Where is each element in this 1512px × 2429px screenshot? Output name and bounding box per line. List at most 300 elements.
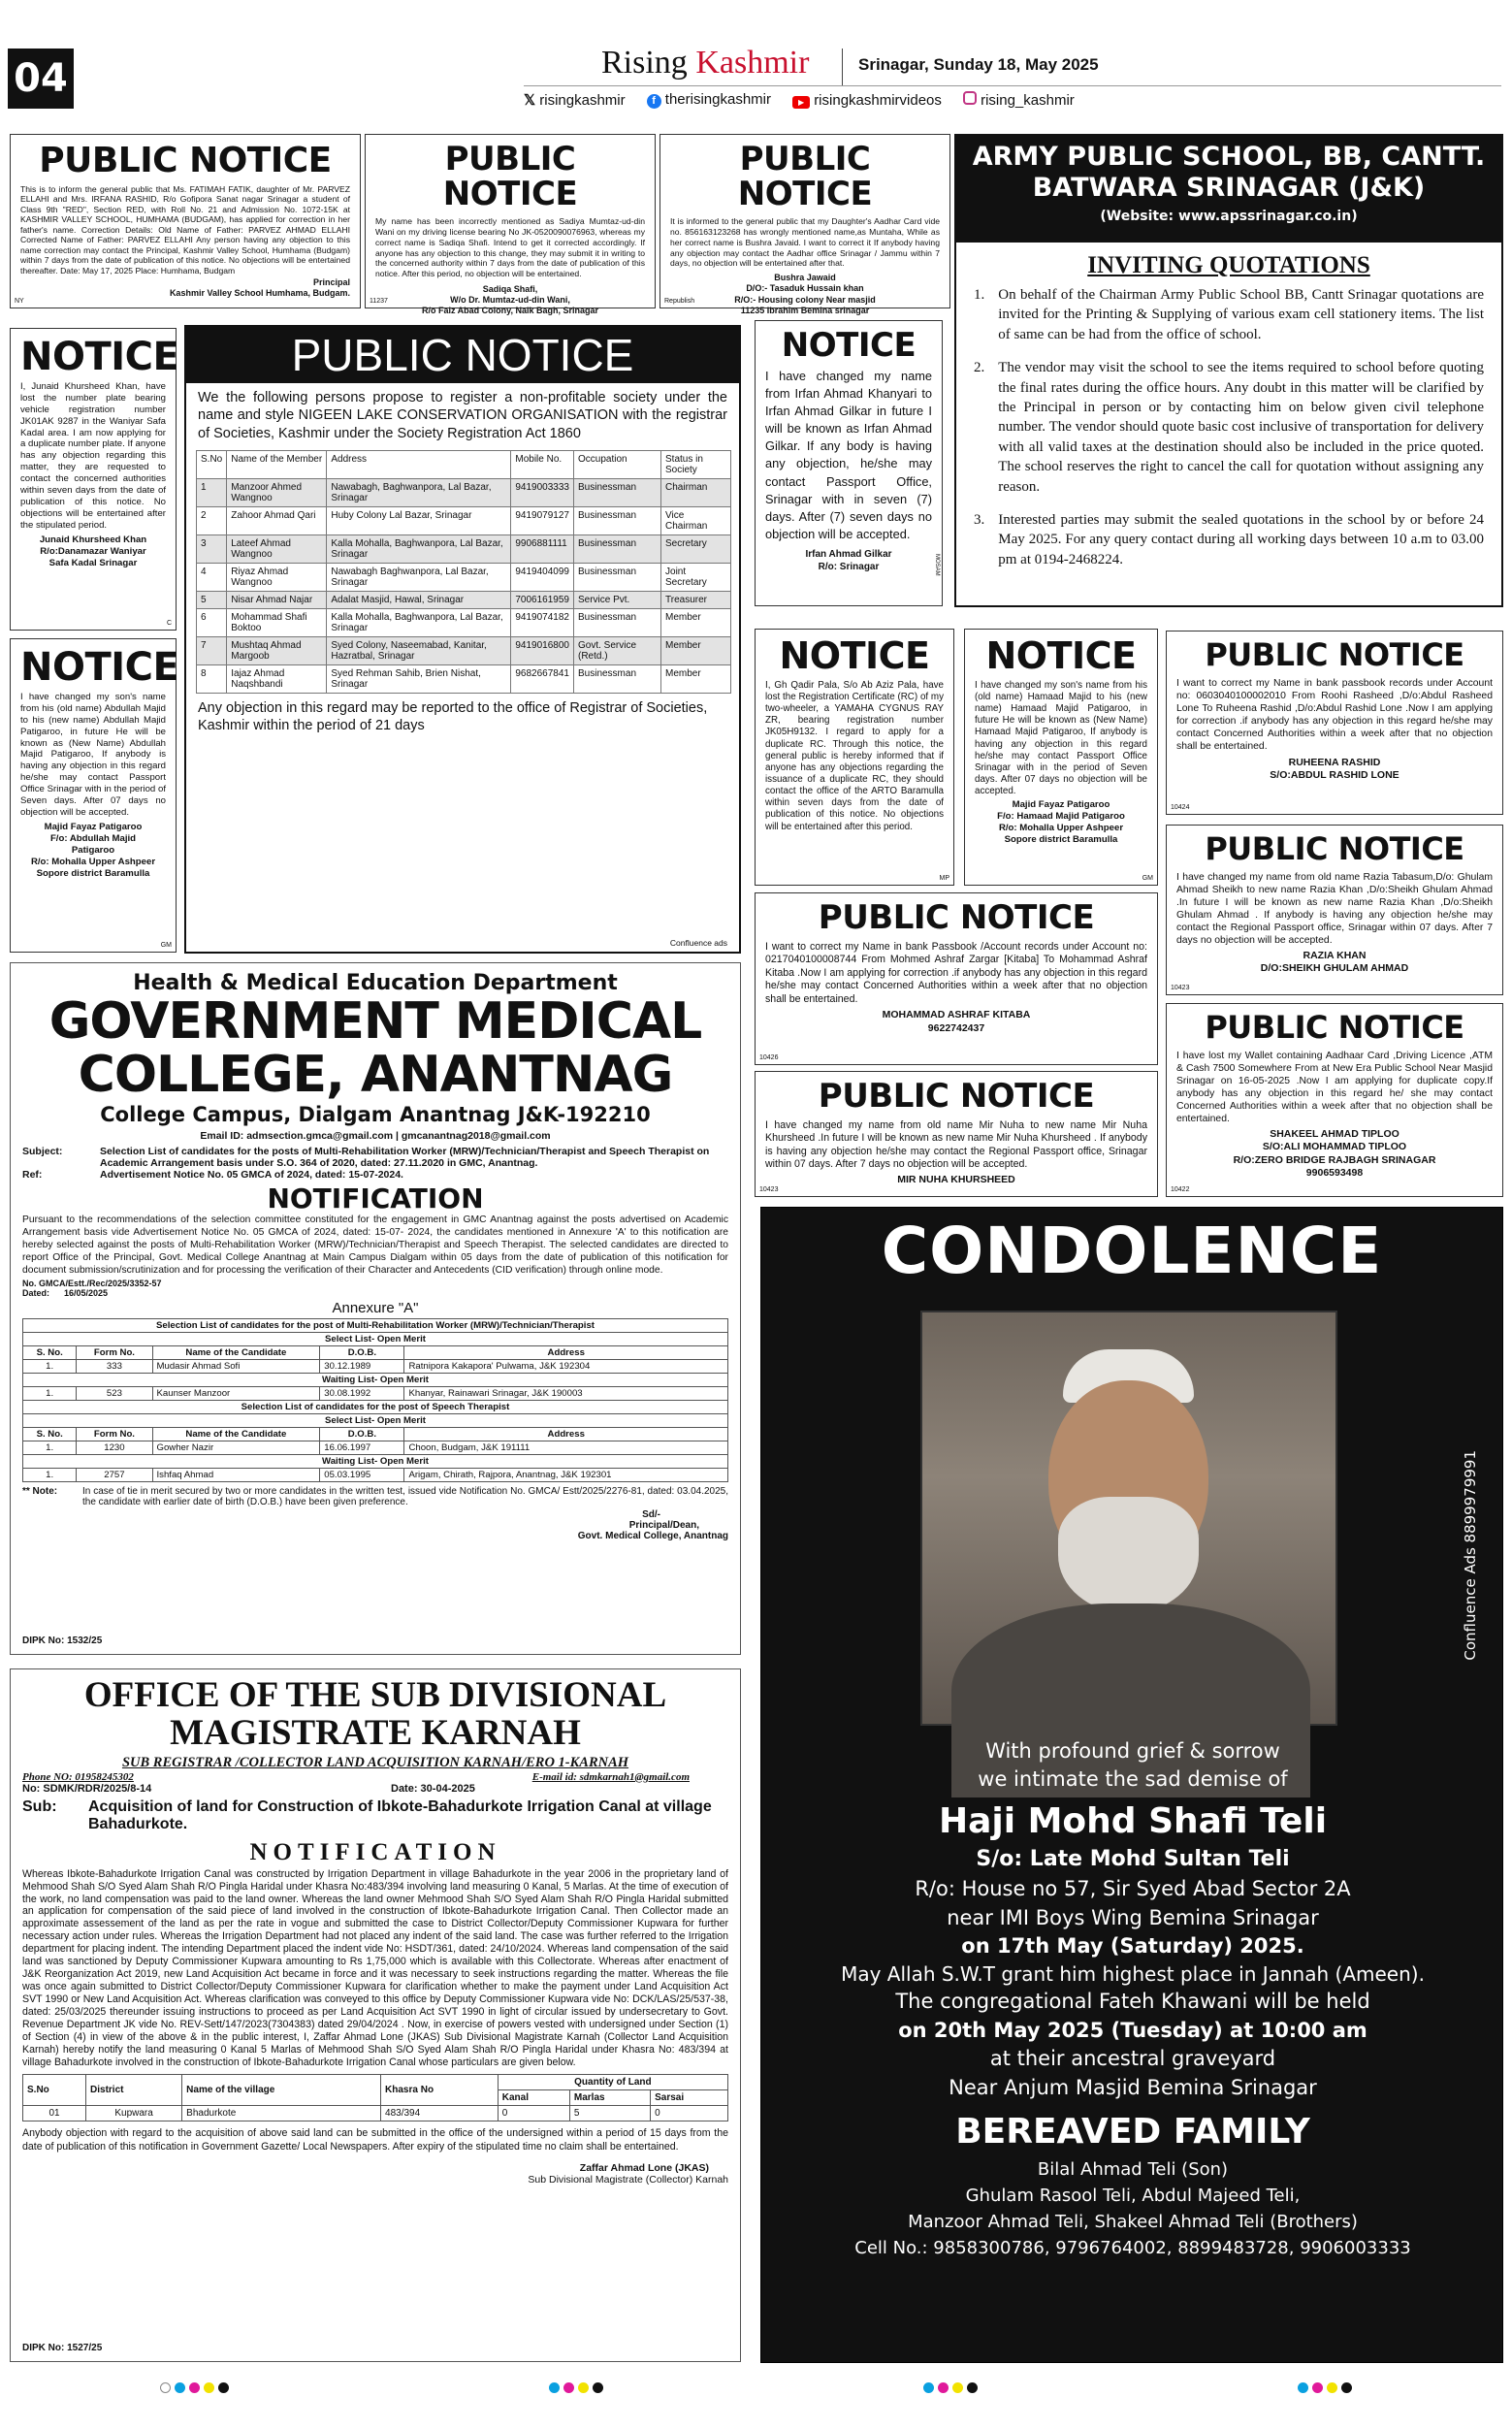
ad-ref: MP	[939, 875, 949, 882]
signature-name: MIR NUHA KHURSHEED	[897, 1173, 1015, 1185]
signature-relation: W/o Dr. Mumtaz-ud-din Wani,	[450, 295, 570, 306]
signature-name: Junaid Khursheed Khan	[39, 534, 147, 545]
aps-body: 1. On behalf of the Chairman Army Public School BB, Cantt Srinagar quotations are invited for the Printing & Supplying of various exam cell stationery items. The list of same can be had from the office of school. 2. The vendor may visit the school to see the items required to school before quoting the final rates during the office hours. Any doubt in this matter will be clarified by the Principal in person or by contacting him on below given civil telephone number. The vendor should quote basic cost inclusive of transportation for delivery with all valid taxes at the destination should also be included in the price quoted. The school reserves the right to cancel the call for quotation without assigning any reason. 3. Interested parties may submit the sealed quotations in the school by or before 24 May 2025. For any query contact during all working days between 10 a.m to 03.00 pm at 0194-2468224.	[956, 279, 1501, 575]
signature-relation: F/o: Hamaad Majid Patigaroo	[997, 811, 1125, 823]
table-cell: Syed Colony, Naseemabad, Kanitar, Hazratbal, Srinagar	[327, 636, 511, 664]
public-notice-razia	[1166, 825, 1503, 995]
table-cell: Nawabagh, Baghwanpora, Lal Bazar, Srinagar	[327, 478, 511, 506]
notice-title: PUBLIC NOTICE	[39, 141, 332, 180]
x-link[interactable]: 𝕏 risingkashmir	[524, 92, 626, 109]
aps-header	[956, 136, 1501, 243]
table-row	[197, 563, 731, 591]
karnah-date: Date: 30-04-2025	[391, 1782, 475, 1795]
table-cell: Businessman	[573, 478, 660, 506]
column-header: Mobile No.	[511, 450, 574, 478]
ref-label: Ref:	[22, 1169, 43, 1182]
notice-body: I have changed my name from Irfan Ahmad Khanyari to Irfan Ahmad Gilkar in future I will be known as Irfan Ahmad Gilkar. If any body is having any objection, he/she may contact Passport Office, Srinagar with in seven (7) days. After (7) seven days no objection will be accepted.	[765, 368, 932, 542]
notice-body: It is informed to the general public that my Daughter's Aadhar Card vide no. 856163123268 has wrongly mentioned name,as Muntaha, While as her correct name is Bushra Javaid. I want to correct it If anybody having any objection may contact the Aadhar office Srinagar / Jammu within 7 days, no objection will be entertained after that.	[670, 216, 940, 269]
condolence-vertical-text: Confluence Ads 8899979991	[1462, 1450, 1479, 1661]
table-cell: 1.	[23, 1360, 77, 1374]
notice-body: My name has been incorrectly mentioned as Sadiya Mumtaz-ud-din Wani on my driving license bearing No JK-0520090076963, whereas my correct name is Sadiqa Shafi. Intend to get it corrected accordingly. If anyone has any objection to this change, they may submit it in writing to the concerned authority within 7 days from the date of publication of this notice. After this period, no objection will be entertained.	[375, 216, 645, 279]
table-cell: 1.	[23, 1387, 77, 1401]
gmc-dipk: DIPK No: 1532/25	[22, 1636, 103, 1646]
condolence-ad	[760, 1207, 1503, 2363]
karnah-body: Whereas Ibkote-Bahadurkote Irrigation Canal was constructed by Irrigation Department in village Bahadurkote in the year 2006 in the proprietary land of Mehmood Shah S/O Syed Alam Shah R/O Pingla Haridal under Khasra No:483/394 involving land measuring 0 Kanal, 5 Marlas. At the time of execution of the work, no land compensation was paid to the land owner. Whereas the land owner Mehmood Shah S/O Syed Alam Shah R/O Pingla Haridal submitted an application for compensation of the said piece of land involved in the construction of Ibkote-Bahadurkote Irrigation Canal. Then Collector made an approximate assessement of the land as per the rate in vogue and submitted the case to District Collector/Deputy Commissioner Kupwara for further necessary action under rules. Whereas the Irrigation Department had not placed any indent of the said land. The case was further referred to the Irrigation department for placing indent. The intending Department placed the indent vide No: HSDT/361, dated: 24/10/2024. Whereas land compensation of the said land was sanctioned by Deputy Commissioner Kupwara amounting to Rs 1,75,000 which is available with this Collectorate. Whereas after enactment of J&K Reorganization Act 2019, new Land Acquisition Act became in force and it was necessary to seek instructions regarding the matter. Whereas the file was once again submitted to District Collector/Deputy Commissioner Kupwara for clarification whether to make the payment under Land Acquisition Act SVT 1990 or New Land Acquisition Act. Whereas clarification was conveyed to this office by Deputy Commissioner Kupwara vide No: DCK/LAS/25/537-38, dated: 25/03/2025 thereunder issuing instructions to proceed as per Land Acquisition Act SVT 1990 in light of circular issued by undersecretary to Govt. Revenue Department JK vide No. REV-Sett/147/2023(7304383) dated 29/04/2024 . Now, in exercise of powers vested with undersigned under Section (1) of Section (4) in view of the above & in the public interest, I, Zaffar Ahmad Lone (JKAS) Sub Divisional Magistrate Karnah (Collector Land Acquisition Karnah) hereby notify the land measuring 0 Kanal 5 Marlas of Mehmood Shah S/O Syed Alam Shah R/O Pingla Haridal under Khasra No: 483/394 at village Bahadurkote involved in the construction of Ibkote-Bahadurkote Irrigation Canal whose particulars are given below.	[22, 1867, 728, 2068]
aps-title-1: ARMY PUBLIC SCHOOL, BB, CANTT.	[972, 142, 1486, 172]
signature-name: RUHEENA RASHID	[1288, 757, 1381, 769]
page-number-box	[8, 49, 74, 109]
ad-ref: NY	[15, 298, 24, 305]
signature-address: R/o: Mohalla Upper Ashpeer	[30, 856, 156, 867]
table-cell: 7	[197, 636, 227, 664]
gmc-date: Dated: 16/05/2025	[22, 1288, 109, 1299]
table-cell: Treasurer	[661, 591, 731, 608]
gmc-dept: Health & Medical Education Department	[133, 971, 618, 995]
table-row	[23, 1360, 728, 1374]
facebook-icon: f	[647, 94, 661, 109]
society-title: PUBLIC NOTICE	[291, 330, 634, 380]
table-section-row: Waiting List- Open Merit	[23, 1455, 728, 1469]
table-row	[197, 506, 731, 534]
column-header: S.No	[197, 450, 227, 478]
army-public-school-ad	[954, 134, 1503, 607]
family-line: Ghulam Rasool Teli, Abdul Majeed Teli,	[965, 2186, 1301, 2207]
table-cell: Arigam, Chirath, Rajpora, Anantnag, J&K 192301	[404, 1469, 728, 1482]
notice-body: I, Junaid Khursheed Khan, have lost the number plate bearing vehicle registration number JK01AK 9287 in the Waniyar Safa Kadal area. I am now applying for a duplicate number plate. If anyone has any objection regarding this matter, they are requested to contact the concerned authorities within seven days from the date of publication of this notice. No objections will be entertained after the stipulated period.	[20, 381, 166, 531]
notice-body: This is to inform the general public that Ms. FATIMAH FATIK, daughter of Mr. PARVEZ ELLAHI and Mrs. IRFANA RASHID, R/o Gofipora Sanat nagar Srinagar a student of Class 9th "RED", Section RED, with Roll No. 21 and Admission No. 1072-15K at KASHMIR VALLEY SCHOOL, HUMHAMA (BUDGAM), has applied for correction in her father's name. Correction Details: Old Name of Father: PARVEZ AHMAD ELLAHI Corrected Name of Father: PARVEZ ELLAHI Any person having any objection to this name correction may contact the Principal, Kashmir Valley School, Humhama (Budgam) within 7 days from the date of publication of this notice. No objections will be entertained thereafter. Date: May 17, 2025 Place: Humhama, Budgam	[20, 183, 350, 275]
column-header: S. No.	[23, 1428, 77, 1441]
selection-list-table	[22, 1318, 728, 1482]
notice-title: NOTICE	[985, 634, 1137, 677]
public-notice-aadhar	[659, 134, 950, 315]
brand-rising: Rising	[601, 45, 688, 81]
notice-body: I, Gh Qadir Pala, S/o Ab Aziz Pala, have lost the Registration Certificate (RC) of my two-wheeler, a YAMAHA CYGNUS RAY ZR, bearing registration number JK05H9132. I regard to apply for a duplicate RC. Through this notice, the general public is hereby informed that if anyone has any objections regarding the issuance of a duplicate RC, they should contact the office of the ARTO Baramulla within seven days from the date of publication of this notice. No objections will be entertained after this period.	[765, 679, 944, 832]
registration-mark-left	[158, 2380, 231, 2398]
ad-ref: 10426	[759, 1054, 779, 1061]
table-cell: Bhadurkote	[182, 2106, 381, 2121]
notice-body: I have changed my name from old name Mir Nuha to new name Mir Nuha Khursheed .In future I will be known as new name Mir Nuha Khursheed . If anybody is having any objection he/she may contact the Regional Passport office, Srinagar within 07 days. After 7 days no objection will be accepted.	[765, 1118, 1147, 1171]
table-cell: Kaunser Manzoor	[152, 1387, 320, 1401]
note-label: ** Note:	[22, 1486, 58, 1498]
condolence-line: at their ancestral graveyard	[989, 2047, 1276, 2071]
table-cell: Ishfaq Ahmad	[152, 1469, 320, 1482]
gmc-body: Pursuant to the recommendations of the selection committee constituted for the engagement in GMC Anantnag against the posts advertised on Academic Arrangement basis vide Advertisement Notice No. 05 GMCA of 2024, dated: 15-07- 2024, the candidates mentioned in Annexure 'A' to this notification are hereby selected against the posts of Multi-Rehabilitation Worker (MRW)/Technician/Therapist and Speech Therapist. The selected candidates are directed to report Office of the Principal, Govt. Medical College Anantnag at Main Campus Dialgam within 05 days from the date of publication of this notification for document submission/scrutinization and for processing the verification of their Character and Antecedents (CID verification) through online mode.	[22, 1214, 728, 1276]
condolence-line: With profound grief & sorrow	[985, 1739, 1280, 1763]
signature-name: Majid Fayaz Patigaroo	[1012, 799, 1110, 811]
ad-ref: 11237	[370, 298, 388, 305]
table-cell: 9682667841	[511, 664, 574, 693]
signature-name: SHAKEEL AHMAD TIPLOO	[1270, 1128, 1399, 1141]
ad-ref: 10422	[1171, 1186, 1190, 1193]
family-contacts: Cell No.: 9858300786, 9796764002, 8899483728, 9906003333	[854, 2238, 1411, 2259]
table-cell: 2	[197, 506, 227, 534]
table-cell: Gowher Nazir	[152, 1441, 320, 1455]
column-header: Form No.	[77, 1346, 152, 1360]
ad-ref: 10423	[759, 1186, 779, 1193]
table-cell: Ratnipora Kakapora' Pulwama, J&K 192304	[404, 1360, 728, 1374]
column-header: Name of the Candidate	[152, 1428, 320, 1441]
table-cell: Kupwara	[86, 2106, 182, 2121]
gmc-campus: College Campus, Dialgam Anantnag J&K-192210	[100, 1103, 651, 1127]
table-cell: Vice Chairman	[661, 506, 731, 534]
table-row	[197, 591, 731, 608]
table-cell: Nisar Ahmad Najar	[227, 591, 327, 608]
table-cell: 9419404099	[511, 563, 574, 591]
society-footer: Any objection in this regard may be reported to the office of Registrar of Societies, Kashmir within the period of 21 days	[198, 699, 708, 734]
table-cell: 9419074182	[511, 608, 574, 636]
table-cell: Joint Secretary	[661, 563, 731, 591]
condolence-title: CONDOLENCE	[881, 1214, 1383, 1288]
gmc-notification-heading: NOTIFICATION	[267, 1182, 484, 1215]
facebook-link[interactable]: f therisingkashmir	[647, 91, 771, 109]
society-title-bar	[186, 327, 739, 383]
karnah-title-1: OFFICE OF THE SUB DIVISIONAL	[83, 1675, 667, 1715]
karnah-subject: Acquisition of land for Construction of Ibkote-Bahadurkote Irrigation Canal at village Bahadurkote.	[88, 1797, 712, 1832]
table-cell: Zahoor Ahmad Qari	[227, 506, 327, 534]
table-row	[197, 664, 731, 693]
notice-title: PUBLIC NOTICE	[1205, 1009, 1464, 1046]
society-public-notice	[184, 325, 741, 954]
portrait-beard	[1058, 1497, 1199, 1613]
signature-name: MOHAMMAD ASHRAF KITABA	[882, 1009, 1031, 1021]
table-cell: Adalat Masjid, Hawal, Srinagar	[327, 591, 511, 608]
bereaved-family-title: BEREAVED FAMILY	[955, 2111, 1310, 2152]
condolence-line: Near Anjum Masjid Bemina Srinagar	[949, 2075, 1317, 2099]
table-cell: 3	[197, 534, 227, 563]
ad-ref: 10424	[1171, 804, 1190, 811]
karnah-letter-no: No: SDMK/RDR/2025/8-14	[22, 1782, 152, 1795]
aps-title-2: BATWARA SRINAGAR (J&K)	[1032, 173, 1426, 204]
signature-relation: D/O:- Tasaduk Hussain khan	[746, 283, 864, 294]
notice-title: PUBLIC NOTICE	[818, 1077, 1095, 1116]
karnah-email: E-mail id: sdmkarnah1@gmail.com	[531, 1770, 690, 1783]
masthead-divider	[842, 49, 843, 85]
column-header: S. No.	[23, 1346, 77, 1360]
family-line: Manzoor Ahmad Teli, Shakeel Ahmad Teli (Brothers)	[908, 2212, 1358, 2233]
table-cell: Kalla Mohalla, Baghwanpora, Lal Bazar, Srinagar	[327, 534, 511, 563]
notice-name-irfan	[755, 320, 943, 606]
signature-name: Irfan Ahmad Gilkar	[805, 549, 892, 561]
society-intro: We the following persons propose to register a non-profitable society under the name and style NIGEEN LAKE CONSERVATION ORGANISATION with the registrar of Societies, Kashmir under the Society Registration Act 1860	[198, 390, 727, 441]
table-cell: Member	[661, 664, 731, 693]
gmc-anantnag-notification	[10, 962, 741, 1655]
table-header-row	[23, 1346, 728, 1360]
table-row	[197, 478, 731, 506]
ad-ref: Confluence ads	[669, 938, 727, 948]
table-row	[197, 636, 731, 664]
deceased-name: Haji Mohd Shafi Teli	[938, 1800, 1328, 1841]
table-cell: 0	[498, 2106, 569, 2121]
public-notice-mir-nuha	[755, 1071, 1158, 1197]
notice-title: PUBLIC NOTICE	[818, 898, 1095, 937]
table-cell: Service Pvt.	[573, 591, 660, 608]
ad-ref: 10423	[1171, 985, 1190, 991]
table-cell: Businessman	[573, 506, 660, 534]
instagram-link[interactable]: rising_kashmir	[963, 91, 1075, 109]
aps-point-2: The vendor may visit the school to see the items required to school before quoting the final rates during the office hours. Any doubt in this matter will be clarified by the Principal in person or by contacting him on below given civil telephone number. The vendor should quote basic cost inclusive of transportation for delivery with all valid taxes at the destination should also be included in the price quoted. The school reserves the right to cancel the call for quotation without assigning any reason.	[998, 360, 1484, 495]
table-header-row: Kanal Marlas Sarsai	[23, 2090, 728, 2106]
notice-title: NOTICE	[20, 645, 179, 690]
table-cell: Member	[661, 636, 731, 664]
table-section-row: Selection List of candidates for the post of Multi-Rehabilitation Worker (MRW)/Technician/Therapist	[23, 1319, 728, 1333]
signature-address: R/O:ZERO BRIDGE RAJBAGH SRINAGAR	[1233, 1153, 1436, 1166]
table-row	[23, 1441, 728, 1455]
notice-number-plate	[10, 328, 177, 631]
table-cell: 6	[197, 608, 227, 636]
table-section-row: Waiting List- Open Merit	[23, 1374, 728, 1387]
signature-phone: 9622742437	[927, 1021, 985, 1034]
table-cell: 1	[197, 478, 227, 506]
condolence-line: we intimate the sad demise of	[978, 1767, 1288, 1792]
ad-ref: C	[166, 620, 172, 627]
signature-title: Principal	[312, 277, 350, 288]
notice-title: PUBLIC NOTICE	[1205, 830, 1464, 867]
registration-marks	[0, 2375, 1512, 2404]
ad-ref: GM	[1142, 875, 1153, 882]
signature-relation: F/o: Abdullah Majid	[49, 832, 137, 844]
karnah-notification-heading: NOTIFICATION	[249, 1838, 501, 1865]
column-header: Form No.	[77, 1428, 152, 1441]
table-cell: Riyaz Ahmad Wangnoo	[227, 563, 327, 591]
sdm-karnah-notification	[10, 1668, 741, 2362]
table-cell: 2757	[77, 1469, 152, 1482]
table-cell: 1.	[23, 1469, 77, 1482]
table-cell: 523	[77, 1387, 152, 1401]
notice-title: PUBLIC NOTICE	[1205, 636, 1464, 673]
signature-name: Bushra Jawaid	[774, 273, 836, 283]
column-header: Occupation	[573, 450, 660, 478]
signature-address: R/o Faiz Abad Colony, Naik Bagh, Srinagar	[421, 306, 599, 316]
land-particulars-table	[22, 2074, 728, 2121]
annexure-title: Annexure "A"	[332, 1300, 419, 1317]
table-cell: 5	[197, 591, 227, 608]
table-cell: Syed Rehman Sahib, Brien Nishat, Srinagar	[327, 664, 511, 693]
table-cell: 30.12.1989	[320, 1360, 404, 1374]
sub-label: Sub:	[22, 1797, 57, 1815]
karnah-signature-2: Sub Divisional Magistrate (Collector) Karnah	[528, 2173, 728, 2186]
table-cell: Lateef Ahmad Wangnoo	[227, 534, 327, 563]
notice-body: I have changed my son's name from his (old name) Hamaad Majid to his (new name) Hamaad Majid Patigaroo, in future He will be known as (New Name) Hamaad Majid Patigaroo, If anybody is having any objection in this regard he/she may contact Passport Office Srinagar with in the period of Seven days. After 07 days no objection will be accepted.	[975, 679, 1147, 797]
youtube-link[interactable]: ▶ risingkashmirvideos	[792, 92, 942, 109]
table-row	[197, 534, 731, 563]
table-header-row	[197, 450, 731, 478]
table-cell: Secretary	[661, 534, 731, 563]
registration-mark-right	[1296, 2380, 1354, 2398]
column-header: D.O.B.	[320, 1346, 404, 1360]
gmc-subject: Selection List of candidates for the posts of Multi-Rehabilitation Worker (MRW)/Technician/Therapist and Speech Therapist on Academic Arrangement basis under S.O. 364 of 2020, dated: 27.11.2020 in GMC, Anantnag.	[100, 1146, 710, 1170]
notice-body: I have changed my name from old name Razia Tabasum,D/o: Ghulam Ahmad Sheikh to new name Razia Khan ,D/o:Sheikh Ghulam Ahmad .In future I will be known as new name Razia Khan ,D/o:Sheikh Ghulam Ahmad . If anybody is having any objection he/she may contact the Regional Passport office, Srinagar within 07 days. After 7 days no objection will be accepted.	[1176, 871, 1493, 947]
table-cell: Kalla Mohalla, Baghwanpora, Lal Bazar, Srinagar	[327, 608, 511, 636]
table-header-row: S.No District Name of the village Khasra No Quantity of Land	[23, 2075, 728, 2090]
youtube-icon: ▶	[792, 96, 810, 109]
aps-point-1: On behalf of the Chairman Army Public School BB, Cantt Srinagar quotations are invited for the Printing & Supplying of various exam cell stationery items. The list of same can be had from the office of school.	[998, 287, 1484, 342]
column-header: Address	[404, 1428, 728, 1441]
public-notice-ruheena	[1166, 631, 1503, 815]
aps-heading: INVITING QUOTATIONS	[1087, 252, 1370, 278]
karnah-title-2: MAGISTRATE KARNAH	[170, 1712, 581, 1753]
signature-address: R/o: Mohalla Upper Ashpeer	[998, 823, 1124, 834]
karnah-subtitle: SUB REGISTRAR /COLLECTOR LAND ACQUISITION KARNAH/ERO 1-KARNAH	[121, 1754, 629, 1770]
column-header: Status in Society	[661, 450, 731, 478]
table-header-row	[23, 1428, 728, 1441]
table-cell: 9419079127	[511, 506, 574, 534]
public-notice-lost-wallet	[1166, 1003, 1503, 1197]
notice-lost-rc	[755, 629, 954, 886]
table-cell: Businessman	[573, 608, 660, 636]
table-row	[23, 2106, 728, 2121]
portrait-photo	[920, 1311, 1337, 1726]
signature-name: Sadiqa Shafi,	[482, 283, 538, 294]
table-cell: Govt. Service (Retd.)	[573, 636, 660, 664]
table-cell: 16.06.1997	[320, 1441, 404, 1455]
condolence-line: The congregational Fateh Khawani will be held	[895, 1990, 1370, 2014]
aps-point-3: Interested parties may submit the sealed quotations in the school by or before 24 May 2025. For any query contact during all working days between 10 a.m to 03.00 pm at 0194-2468224.	[998, 511, 1484, 567]
table-section-row: Select List- Open Merit	[23, 1333, 728, 1346]
page-number: 04	[14, 56, 68, 101]
table-cell: Member	[661, 608, 731, 636]
column-header: D.O.B.	[320, 1428, 404, 1441]
subject-label: Subject:	[22, 1146, 63, 1158]
notice-title: NOTICE	[20, 335, 179, 379]
table-cell: Mohammad Shafi Boktoo	[227, 608, 327, 636]
gmc-sd: Sd/-	[642, 1509, 660, 1521]
table-cell: 30.08.1992	[320, 1387, 404, 1401]
table-row	[23, 1387, 728, 1401]
column-header: Name of the Member	[227, 450, 327, 478]
public-notice-school	[10, 134, 361, 308]
table-cell: 1.	[23, 1441, 77, 1455]
column-header: Name of the Candidate	[152, 1346, 320, 1360]
x-icon: 𝕏	[524, 92, 536, 109]
condolence-line: R/o: House no 57, Sir Syed Abad Sector 2A	[915, 1877, 1351, 1901]
aps-website: (Website: www.apssrinagar.co.in)	[1100, 208, 1358, 224]
ad-ref: MOSAM	[934, 554, 940, 576]
signature-school: Kashmir Valley School Humhama, Budgam.	[169, 288, 350, 299]
signature-relation: S/O:ALI MOHAMMAD TIPLOO	[1262, 1141, 1407, 1153]
table-cell: Choon, Budgam, J&K 191111	[404, 1441, 728, 1455]
condolence-line: near IMI Boys Wing Bemina Srinagar	[947, 1905, 1319, 1929]
gmc-letter-no: No. GMCA/Estt./Rec/2025/3352-57	[22, 1279, 162, 1289]
table-cell: 8	[197, 664, 227, 693]
notice-son-name-abdullah	[10, 638, 177, 953]
table-cell: 9419016800	[511, 636, 574, 664]
gmc-ref: Advertisement Notice No. 05 GMCA of 2024, dated: 15-07-2024.	[100, 1169, 403, 1182]
ad-ref: GM	[160, 942, 172, 949]
notice-body: I have lost my Wallet containing Aadhaar Card ,Driving Licence ,ATM & Cash 7500 Somewhere From at New Era Public School Near Masjid Srinagar on 16-05-2025 .Now I am applying for duplicate copy.If anybody has any objection in this regard he/ she may contact Concerned Authorities within a week after that no objection shall be entertained.	[1176, 1050, 1493, 1125]
ad-ref: Republish	[664, 298, 695, 305]
condolence-line: on 20th May 2025 (Tuesday) at 10:00 am	[898, 2018, 1367, 2042]
signature-relation: D/O:SHEIKH GHULAM AHMAD	[1260, 962, 1409, 975]
table-cell: Businessman	[573, 563, 660, 591]
table-cell: Chairman	[661, 478, 731, 506]
table-cell: 0	[651, 2106, 728, 2121]
gmc-title-2: COLLEGE, ANANTNAG	[78, 1045, 673, 1104]
notice-body: I want to correct my Name in bank Passbook /Account records under Account no: 0217040100008744 From Mohmed Ashraf Zargar [Kitaba] To Mohammad Ashraf Kitaba .Now I am applying for correction .if anybody has any objection in this regard he/she may contact Concerned Authorities within a week after that no objection shall be entertained.	[765, 940, 1147, 1005]
karnah-dipk: DIPK No: 1527/25	[22, 2343, 103, 2353]
masthead-logo	[601, 47, 809, 80]
table-cell: 01	[23, 2106, 86, 2121]
notice-title: NOTICE	[781, 326, 917, 365]
signature-name: Majid Fayaz Patigaroo	[44, 821, 143, 832]
signature-relation-2: Patigaroo	[71, 844, 115, 856]
table-cell: Businessman	[573, 664, 660, 693]
notice-title: PUBLIC NOTICE	[737, 140, 873, 213]
signature-address-2: 11235 Ibrahim Bemina srinagar	[740, 305, 870, 315]
table-cell: 9419003333	[511, 478, 574, 506]
condolence-line: on 17th May (Saturday) 2025.	[961, 1933, 1304, 1958]
table-section-row: Select List- Open Merit	[23, 1414, 728, 1428]
social-bar	[524, 91, 1075, 109]
condolence-line: May Allah S.W.T grant him highest place in Jannah (Ameen).	[841, 1962, 1425, 1987]
dateline: Srinagar, Sunday 18, May 2025	[858, 55, 1099, 74]
masthead-rule	[524, 85, 1501, 86]
society-members-table	[196, 450, 731, 694]
instagram-icon	[963, 91, 977, 105]
table-cell: Manzoor Ahmed Wangnoo	[227, 478, 327, 506]
table-cell: 9906881111	[511, 534, 574, 563]
karnah-signature-1: Zaffar Ahmad Lone (JKAS)	[579, 2161, 709, 2174]
table-section-row: Selection List of candidates for the post of Speech Therapist	[23, 1401, 728, 1414]
table-row	[197, 608, 731, 636]
brand-kashmir: Kashmir	[695, 45, 810, 81]
signature-address: R/o:Danamazar Waniyar	[40, 545, 146, 557]
table-cell: Huby Colony Lal Bazar, Srinagar	[327, 506, 511, 534]
signature-address-2: Safa Kadal Srinagar	[48, 557, 138, 568]
notice-title: NOTICE	[779, 634, 930, 677]
public-notice-licence	[365, 134, 656, 316]
signature-address-2: Sopore district Baramulla	[1004, 834, 1118, 846]
table-cell: Iajaz Ahmad Naqshbandi	[227, 664, 327, 693]
family-line: Bilal Ahmad Teli (Son)	[1037, 2159, 1229, 2181]
gmc-title-1: GOVERNMENT MEDICAL	[48, 992, 702, 1051]
table-cell: 1230	[77, 1441, 152, 1455]
gmc-signature-2: Govt. Medical College, Anantnag	[577, 1531, 728, 1542]
signature-phone: 9906593498	[1305, 1166, 1364, 1179]
gmc-signature-1: Principal/Dean,	[628, 1520, 699, 1532]
table-cell: Mushtaq Ahmad Margoob	[227, 636, 327, 664]
signature-address: R/o: Srinagar	[818, 561, 880, 572]
column-header: Address	[327, 450, 511, 478]
karnah-phone: Phone NO: 01958245302	[22, 1770, 134, 1783]
signature-relation: S/O:ABDUL RASHID LONE	[1270, 769, 1399, 782]
table-cell: Businessman	[573, 534, 660, 563]
deceased-parent: S/o: Late Mohd Sultan Teli	[976, 1847, 1290, 1872]
table-cell: Mudasir Ahmad Sofi	[152, 1360, 320, 1374]
notice-son-name-hamaad	[964, 629, 1158, 886]
table-cell: Nawabagh Baghwanpora, Lal Bazar, Srinagar	[327, 563, 511, 591]
table-cell: 4	[197, 563, 227, 591]
table-cell: 05.03.1995	[320, 1469, 404, 1482]
table-cell: 5	[569, 2106, 650, 2121]
column-header: Address	[404, 1346, 728, 1360]
table-row	[23, 1469, 728, 1482]
table-cell: 333	[77, 1360, 152, 1374]
signature-address: R/O:- Housing colony Near masjid	[734, 294, 876, 305]
table-cell: 483/394	[381, 2106, 499, 2121]
condolence-text	[761, 1737, 1504, 2261]
registration-mark-center-left	[547, 2380, 605, 2398]
public-notice-kitaba	[755, 892, 1158, 1065]
gmc-note: In case of tie in merit secured by two or more candidates in the written test, issued vide Notification No. GMCA/ Estt/2025/2276-81, dated: 03.04.2025, the candidate with earlier date of birth (D.O.B.) have been given preference.	[82, 1486, 728, 1508]
gmc-email: Email ID: admsection.gmca@gmail.com | gmcanantnag2018@gmail.com	[200, 1130, 551, 1143]
notice-body: I want to correct my Name in bank passbook records under Account no: 0603040100002010 From Roohi Rasheed ,D/o:Abdul Rasheed Lone To Ruheena Rashid ,D/o:Abdul Rashid Lone .Now I am applying for correction .if anybody has any objection in this regard he/she may contact Concerned Authorities within a week after that no objection shall be entertained.	[1176, 677, 1493, 753]
notice-body: I have changed my son's name from his (old name) Abdullah Majid to his (new name) Abdullah Majid Patigaroo, in future He will be known as (New Name) Abdullah Majid Patigaroo, If anybody is having any objection in this regard he/she may contact Passport Office Srinagar with in the period of Seven days. After 07 days no objection will be accepted.	[20, 692, 166, 818]
notice-title: PUBLIC NOTICE	[442, 140, 578, 213]
table-cell: Khanyar, Rainawari Srinagar, J&K 190003	[404, 1387, 728, 1401]
table-cell: 7006161959	[511, 591, 574, 608]
karnah-footer: Anybody objection with regard to the acquisition of above said land can be submitted in the office of the undersigned within a period of 15 days from the date of publication of this notification in Government Gazette/ Local Newspapers. After expiry of the stipulated time no claim shall be entertained.	[22, 2127, 728, 2153]
signature-name: RAZIA KHAN	[1303, 950, 1367, 962]
